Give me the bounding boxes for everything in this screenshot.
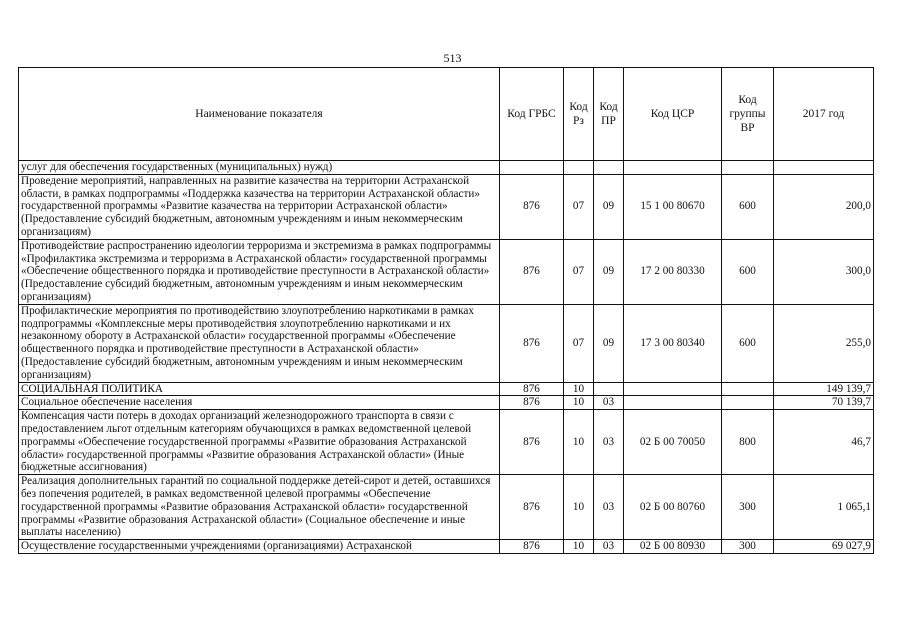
header-rz: Код Рз	[564, 68, 594, 161]
row-vr	[722, 396, 774, 410]
row-rz: 10	[564, 410, 594, 475]
row-csr: 17 2 00 80330	[624, 239, 722, 304]
row-rz: 07	[564, 239, 594, 304]
table-row	[19, 174, 874, 239]
row-name: Противодействие распространению идеологии терроризма и экстремизма в рамках подпрограммы «Профилактика экстремизма и терроризма в Астраханской области» государственной программы «Обеспечение общественного порядка и противодействие преступности в Астраханской области» (Предоставление субсидий бюджетным, автономным учреждениям и иным некоммерческим организациям)	[19, 239, 500, 304]
table-row	[19, 304, 874, 382]
row-rz: 10	[564, 475, 594, 540]
row-amount: 70 139,7	[774, 396, 874, 410]
row-name: Осуществление государственными учреждениями (организациями) Астраханской	[19, 540, 500, 554]
table-row	[19, 239, 874, 304]
table-header-row	[19, 68, 874, 161]
table-row	[19, 540, 874, 554]
row-amount: 300,0	[774, 239, 874, 304]
row-vr	[722, 161, 774, 175]
row-grbs: 876	[500, 540, 564, 554]
row-rz: 10	[564, 540, 594, 554]
row-name: Компенсация части потерь в доходах организаций железнодорожного транспорта в связи с предоставлением льгот отдельным категориям обучающихся в рамках ведомственной целевой программы «Обеспечение государственной программы «Развитие образования Астраханской области» государственной программы «Развитие образования Астраханской области» (Иные бюджетные ассигнования)	[19, 410, 500, 475]
row-grbs: 876	[500, 475, 564, 540]
row-name: СОЦИАЛЬНАЯ ПОЛИТИКА	[19, 382, 500, 396]
row-name: Проведение мероприятий, направленных на развитие казачества на территории Астраханской области, в рамках подпрограммы «Поддержка казачества на территории Астраханской области» государственной программы «Развитие казачества на территории Астраханской области» (Предоставление субсидий бюджетным, автономным учреждениям и иным некоммерческим организациям)	[19, 174, 500, 239]
row-vr	[722, 382, 774, 396]
row-amount	[774, 161, 874, 175]
row-grbs: 876	[500, 239, 564, 304]
row-grbs: 876	[500, 382, 564, 396]
page-number: 513	[443, 51, 462, 65]
row-name: Социальное обеспечение населения	[19, 396, 500, 410]
header-csr: Код ЦСР	[624, 68, 722, 161]
row-rz: 10	[564, 382, 594, 396]
row-grbs: 876	[500, 410, 564, 475]
header-vr: Код группы ВР	[722, 68, 774, 161]
row-vr: 600	[722, 174, 774, 239]
header-pr: Код ПР	[594, 68, 624, 161]
row-amount: 69 027,9	[774, 540, 874, 554]
row-vr: 600	[722, 239, 774, 304]
row-rz: 07	[564, 174, 594, 239]
row-name: Реализация дополнительных гарантий по социальной поддержке детей-сирот и детей, оставшихся без попечения родителей, в рамках ведомственной целевой программы «Обеспечение государственной программы «Развитие образования Астраханской области» государственной программы «Развитие образования Астраханской области» (Социальное обеспечение и иные выплаты населению)	[19, 475, 500, 540]
row-pr: 03	[594, 475, 624, 540]
row-name: услуг для обеспечения государственных (муниципальных) нужд)	[19, 161, 500, 175]
row-vr: 800	[722, 410, 774, 475]
header-year: 2017 год	[774, 68, 874, 161]
row-vr: 600	[722, 304, 774, 382]
row-csr	[624, 161, 722, 175]
row-grbs: 876	[500, 174, 564, 239]
budget-table	[18, 67, 874, 554]
row-vr: 300	[722, 475, 774, 540]
header-grbs: Код ГРБС	[500, 68, 564, 161]
header-name: Наименование показателя	[19, 68, 500, 161]
row-pr: 09	[594, 239, 624, 304]
table-row	[19, 396, 874, 410]
row-name: Профилактические мероприятия по противодействию злоупотреблению наркотиками в рамках подпрограммы «Комплексные меры противодействия злоупотреблению наркотиками и их незаконному обороту в Астраханской области» государственной программы «Обеспечение общественного порядка и противодействие преступности в Астраханской области» (Предоставление субсидий бюджетным, автономным учреждениям и иным некоммерческим организациям)	[19, 304, 500, 382]
row-pr: 03	[594, 410, 624, 475]
row-csr: 15 1 00 80670	[624, 174, 722, 239]
table-row	[19, 410, 874, 475]
row-amount: 255,0	[774, 304, 874, 382]
row-vr: 300	[722, 540, 774, 554]
row-pr: 09	[594, 174, 624, 239]
row-amount: 46,7	[774, 410, 874, 475]
row-pr	[594, 382, 624, 396]
row-csr: 02 Б 00 80760	[624, 475, 722, 540]
row-rz: 07	[564, 304, 594, 382]
row-rz: 10	[564, 396, 594, 410]
table-row	[19, 382, 874, 396]
row-grbs: 876	[500, 304, 564, 382]
row-csr: 02 Б 00 70050	[624, 410, 722, 475]
row-amount: 149 139,7	[774, 382, 874, 396]
row-rz	[564, 161, 594, 175]
row-pr: 03	[594, 396, 624, 410]
row-grbs	[500, 161, 564, 175]
row-pr: 09	[594, 304, 624, 382]
row-csr: 17 3 00 80340	[624, 304, 722, 382]
row-csr	[624, 382, 722, 396]
row-amount: 1 065,1	[774, 475, 874, 540]
row-grbs: 876	[500, 396, 564, 410]
row-amount: 200,0	[774, 174, 874, 239]
row-pr	[594, 161, 624, 175]
row-csr: 02 Б 00 80930	[624, 540, 722, 554]
row-csr	[624, 396, 722, 410]
row-pr: 03	[594, 540, 624, 554]
table-row	[19, 475, 874, 540]
table-row	[19, 161, 874, 175]
